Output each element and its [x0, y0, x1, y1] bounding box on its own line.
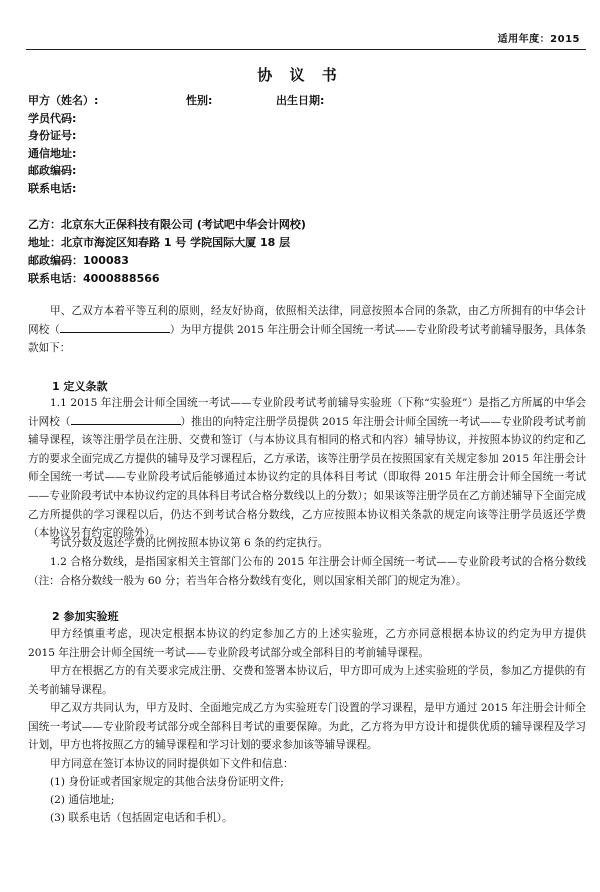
- party-a-gender-label: 性别:: [186, 94, 213, 107]
- document-title: 协 议 书: [257, 66, 343, 84]
- party-a-student-code-label: 学员代码:: [28, 112, 77, 125]
- party-a-birth-label: 出生日期:: [276, 94, 325, 107]
- year-label: 适用年度：2015: [497, 34, 580, 45]
- intro-paragraph: [28, 302, 586, 358]
- party-a-phone-label: 联系电话:: [28, 182, 77, 195]
- party-b-name: 乙方：北京东大正保科技有限公司 (考试吧中华会计网校): [28, 218, 306, 231]
- section-1-1-text-part2: ）推出的向特定注册学员提供 2015 年注册会计师全国统一考试——专业阶段考试考前辅导课程，该等注册学员在注册、交费和签订（与本协议具有相同的格式和内容）辅导协议，并按照本协议的约定和乙方的要求全面完成乙方提供的辅导及学习课程后，乙方承诺，该等注册学员在按照国家有关规定参加 2015 年注册会计师全国统一考试——专业阶段考试后能够通过本协议约定的具体科目考试（即取得 2015 年注册会计师全国统一考试——专业阶段考试中本协议约定的具体科目考试合格分数线以上的分数）；如果该等注册学员在乙方前述辅导下全面完成乙方所提供的学习课程以后，仍达不到考试合格分数线，乙方应按照本协议相关条款的规定向该等注册学员返还学费（本协议另有约定的除外）。: [28, 415, 586, 540]
- party-a-id-label: 身份证号:: [28, 129, 77, 142]
- list-item: (1) 身份证或者国家规定的其他合法身份证明文件;: [50, 776, 284, 788]
- section-2-paragraph-4: 甲方同意在签订本协议的同时提供如下文件和信息：: [50, 758, 294, 770]
- party-b-postcode: 邮政编码：100083: [28, 254, 129, 267]
- intro-text-part1: 甲、乙双方本着平等互利的原则，经友好协商，依照相关法律，同意按照本合同的条款，由乙方所拥有的中华会计网校（: [28, 305, 586, 336]
- section-2-heading: 2 参加实验班: [52, 610, 119, 623]
- party-a-name-label: 甲方（姓名）:: [28, 94, 99, 107]
- section-1-2-paragraph: 1.2 合格分数线，是指国家相关主管部门公布的 2015 年注册会计师全国统一考试——专业阶段考试的合格分数线（注：合格分数线一般为 60 分；若当年合格分数线有变化，则以国家相关部门的规定为准）。: [28, 556, 586, 587]
- header-rule: [26, 49, 586, 50]
- section-2-paragraph-3: 甲乙双方共同认为，甲方及时、全面地完成乙方为实验班专门设置的学习课程，是甲方通过 2015 年注册会计师全国统一考试——专业阶段考试部分或全部科目考试的重要保障。为此，乙方将为甲方设计和提供优质的辅导课程及学习计划，甲方也将按照乙方的辅导课程和学习计划的要求参加该等辅导课程。: [28, 702, 586, 752]
- intro-text-part2: ）为甲方提供 2015 年注册会计师全国统一考试——专业阶段考试考前辅导服务，具体条款如下：: [28, 323, 586, 355]
- section-2-paragraph-2: 甲方在根据乙方的有关要求完成注册、交费和签署本协议后，甲方即可成为上述实验班的学员，参加乙方提供的有关考前辅导课程。: [28, 665, 586, 696]
- party-a-address-label: 通信地址:: [28, 147, 77, 160]
- party-b-address: 地址：北京市海淀区知春路 1 号 学院国际大厦 18 层: [28, 236, 291, 249]
- list-item: (3) 联系电话（包括固定电话和手机）。: [50, 812, 233, 824]
- section-1-1-note: 考试分数及返还学费的比例按照本协议第 6 条的约定执行。: [50, 537, 329, 549]
- intro-blank-field: [60, 322, 170, 333]
- list-item: (2) 通信地址;: [50, 794, 115, 806]
- section-2-paragraph-1: 甲方经慎重考虑，现决定根据本协议的约定参加乙方的上述实验班，乙方亦同意根据本协议的约定为甲方提供 2015 年注册会计师全国统一考试——专业阶段考试部分或全部科目的考前辅导课程。: [28, 628, 586, 659]
- party-a-postcode-label: 邮政编码:: [28, 164, 77, 177]
- party-b-phone: 联系电话：4000888566: [28, 272, 160, 285]
- section-1-1-blank-field: [71, 414, 181, 425]
- section-1-heading: 1 定义条款: [52, 380, 108, 393]
- section-1-1-text-part1: 1.1 2015 年注册会计师全国统一考试——专业阶段考试考前辅导实验班（下称“实验班”）是指乙方所属的中华会计网校（: [28, 397, 586, 428]
- section-1-1-paragraph: [28, 394, 586, 543]
